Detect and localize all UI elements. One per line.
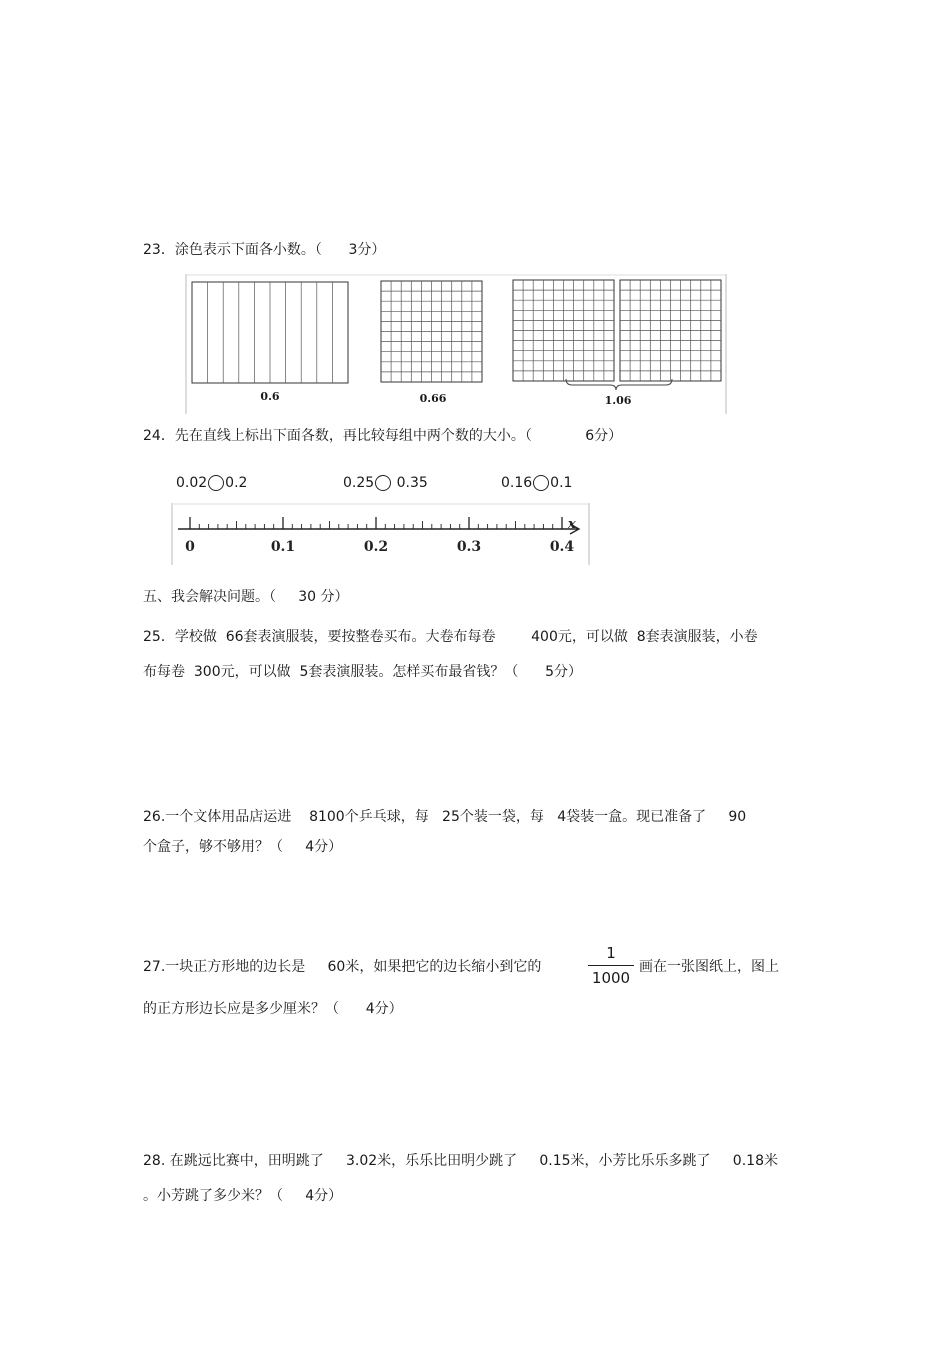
fraction-denominator: 1000 xyxy=(591,969,631,987)
tenths-grid[interactable] xyxy=(192,282,348,383)
q25-line-1: 25．学校做 66套表演服装，要按整卷买布。大卷布每卷 400元，可以做 8套表演服装，小卷 xyxy=(143,629,758,645)
fraction-bar xyxy=(588,965,634,966)
pair-2-left: 0.25 xyxy=(343,475,375,491)
q25-line-2: 布每卷 300元，可以做 5套表演服装。怎样买布最省钱？（ 5分） xyxy=(143,664,583,680)
q24-title: 24．先在直线上标出下面各数，再比较每组中两个数的大小。（ 6分） xyxy=(143,428,623,444)
hundredths-grid-left[interactable] xyxy=(513,280,614,381)
hundredths-grid-right[interactable] xyxy=(620,280,721,381)
q27-line-1a: 27.一块正方形地的边长是 60米，如果把它的边长缩小到它的 xyxy=(143,959,542,975)
compare-circle-1[interactable] xyxy=(208,475,224,491)
axis-x-label: x xyxy=(568,517,576,532)
axis-tick-label: 0.1 xyxy=(270,539,296,555)
axis-tick-label: 0.2 xyxy=(363,539,389,555)
label-1-06: 1.06 xyxy=(604,394,632,407)
axis-tick-label: 0 xyxy=(185,539,195,555)
q28-line-1: 28. 在跳远比赛中，田明跳了 3.02米，乐乐比田明少跳了 0.15米，小芳比乐乐多跳了 0.18米 xyxy=(143,1153,778,1169)
axis-tick-label: 0.4 xyxy=(549,539,575,555)
axis-ticks xyxy=(190,517,562,529)
compare-pair-1 xyxy=(176,474,247,492)
pair-1-right: 0.2 xyxy=(225,475,248,491)
compare-pair-2 xyxy=(343,474,428,492)
q26-line-2: 个盒子，够不够用？（ 4分） xyxy=(143,839,343,855)
label-0-66: 0.66 xyxy=(419,392,447,405)
hundredths-grid[interactable] xyxy=(381,281,482,382)
label-0-6: 0.6 xyxy=(260,390,280,403)
number-line-figure xyxy=(170,503,592,567)
axis-tick-label: 0.3 xyxy=(456,539,482,555)
q28-line-2: 。小芳跳了多少米？（ 4分） xyxy=(143,1188,343,1204)
pair-3-left: 0.16 xyxy=(501,475,533,491)
pair-1-left: 0.02 xyxy=(176,475,208,491)
pair-3-right: 0.1 xyxy=(550,475,573,491)
q23-figure xyxy=(185,274,728,414)
q23-title: 23．涂色表示下面各小数。（ 3分） xyxy=(143,242,386,258)
pair-2-right: 0.35 xyxy=(392,475,428,491)
q27-line-1b: 画在一张图纸上，图上 xyxy=(639,959,779,975)
number-line[interactable] xyxy=(170,503,592,567)
fraction-one-thousandth xyxy=(588,944,634,987)
compare-pair-3 xyxy=(501,474,572,492)
compare-circle-3[interactable] xyxy=(533,475,549,491)
axis-tick-labels xyxy=(185,539,574,555)
compare-circle-2[interactable] xyxy=(375,475,391,491)
fraction-numerator: 1 xyxy=(606,944,616,962)
q27-line-2: 的正方形边长应是多少厘米？（ 4分） xyxy=(143,1001,403,1017)
section-5-title: 五、我会解决问题。（ 30 分） xyxy=(143,589,349,605)
q26-line-1: 26.一个文体用品店运进 8100个乒乓球，每 25个装一袋，每 4袋装一盒。现已准备了 90 xyxy=(143,809,747,825)
